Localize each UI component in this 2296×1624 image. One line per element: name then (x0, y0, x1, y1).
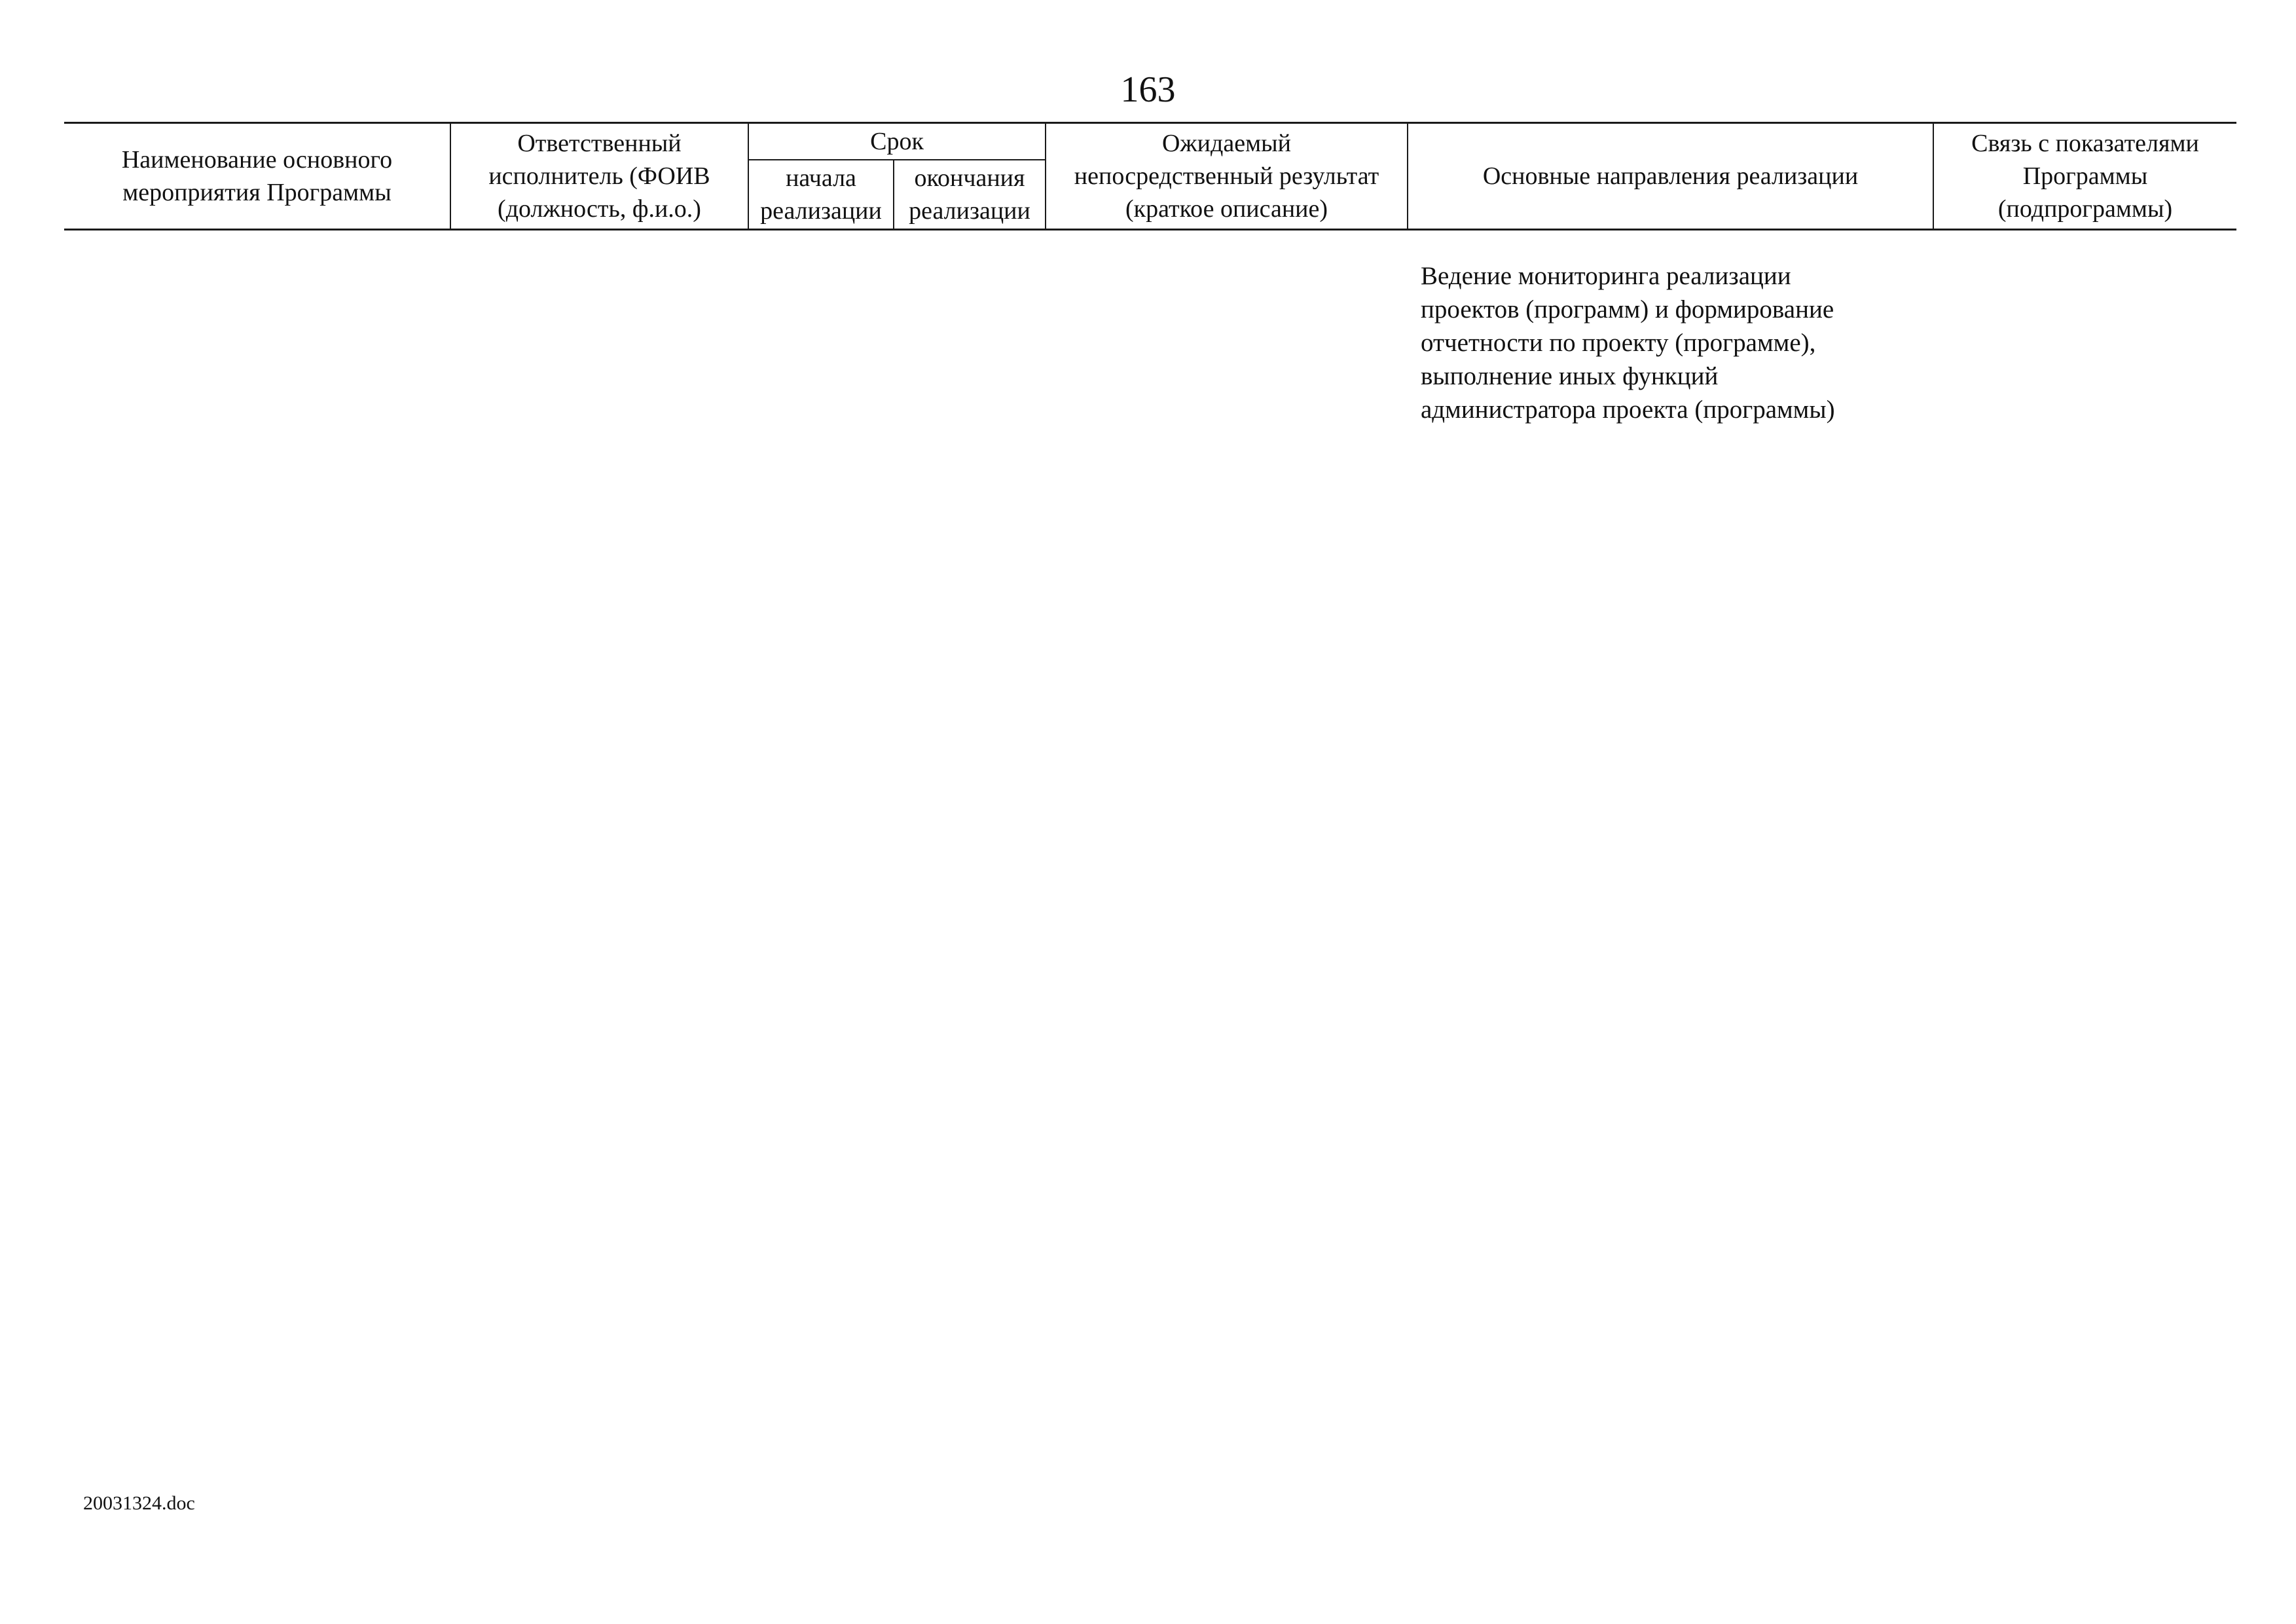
program-events-table-header (64, 122, 2236, 231)
footer-filename: 20031324.doc (83, 1492, 195, 1514)
main-direction-text: Ведение мониторинга реализации проектов (программ) и формирование отчетности по проекту (программе), выполнение иных функций администратора проекта (программы) (1421, 262, 1835, 424)
header-term: Срок (748, 123, 1046, 160)
header-indicator-link: Связь с показателями Программы (подпрограммы) (1933, 123, 2236, 230)
header-main-directions: Основные направления реализации (1408, 123, 1933, 230)
header-term-start: начала реализации (748, 160, 894, 230)
header-expected-result: Ожидаемый непосредственный результат (краткое описание) (1046, 123, 1408, 230)
header-responsible-executor: Ответственный исполнитель (ФОИВ (должность, ф.и.о.) (450, 123, 748, 230)
header-event-name: Наименование основного мероприятия Программы (64, 123, 450, 230)
page-number: 163 (1120, 69, 1176, 110)
header-term-end: окончания реализации (894, 160, 1046, 230)
